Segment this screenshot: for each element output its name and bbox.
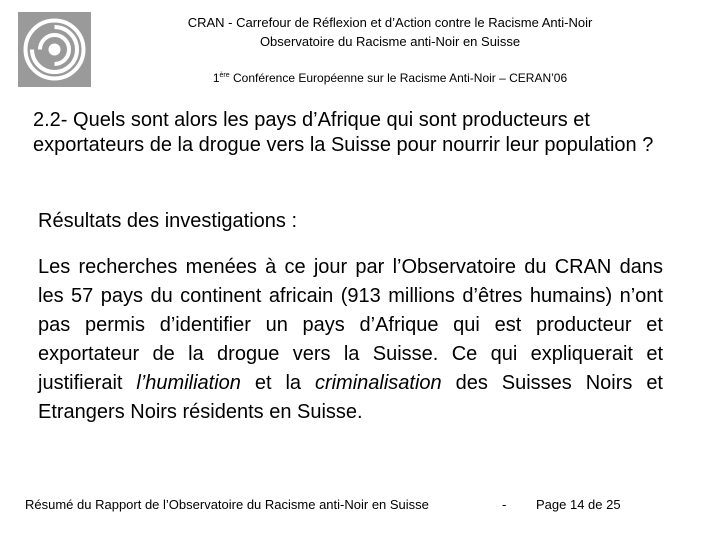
conference-ordinal-suffix: ère: [219, 72, 230, 79]
paragraph-emphasis-criminalisation: criminalisation: [314, 372, 442, 394]
paragraph-text-part3: des Suisses Noirs et Etrangers Noirs résidents en Suisse.: [38, 372, 663, 423]
conference-name: Conférence Européenne sur le Racisme Anti-Noir – CERAN’06: [229, 71, 568, 85]
paragraph-emphasis-humiliation: l’humiliation: [136, 372, 241, 394]
header-organization-title: CRAN - Carrefour de Réflexion et d’Action contre le Racisme Anti-Noir: [187, 15, 593, 30]
footer-separator: -: [502, 497, 507, 512]
footer-page-number: Page 14 de 25: [536, 497, 621, 512]
section-question-heading: 2.2- Quels sont alors les pays d’Afrique qui sont producteurs et exportateurs de la drogue vers la Suisse pour nourrir leur population ?: [33, 109, 654, 156]
header-observatory-title: Observatoire du Racisme anti-Noir en Suisse: [259, 34, 521, 49]
footer-report-title: Résumé du Rapport de l’Observatoire du Racisme anti-Noir en Suisse: [25, 497, 429, 512]
paragraph-text-part1: Les recherches menées à ce jour par l’Observatoire du CRAN dans les 57 pays du continent africain (913 millions d’êtres humains) n’ont pas permis d’identifier un pays d’Afrique qui est producteur et exportateur de la drogue vers la Suisse. Ce qui expliquerait et justifierait: [38, 256, 663, 394]
results-heading: Résultats des investigations :: [38, 210, 298, 232]
results-paragraph: [38, 253, 663, 427]
header-conference-title: [0, 68, 720, 86]
conference-number: 1: [212, 71, 220, 85]
paragraph-text-part2: et la: [240, 372, 315, 394]
